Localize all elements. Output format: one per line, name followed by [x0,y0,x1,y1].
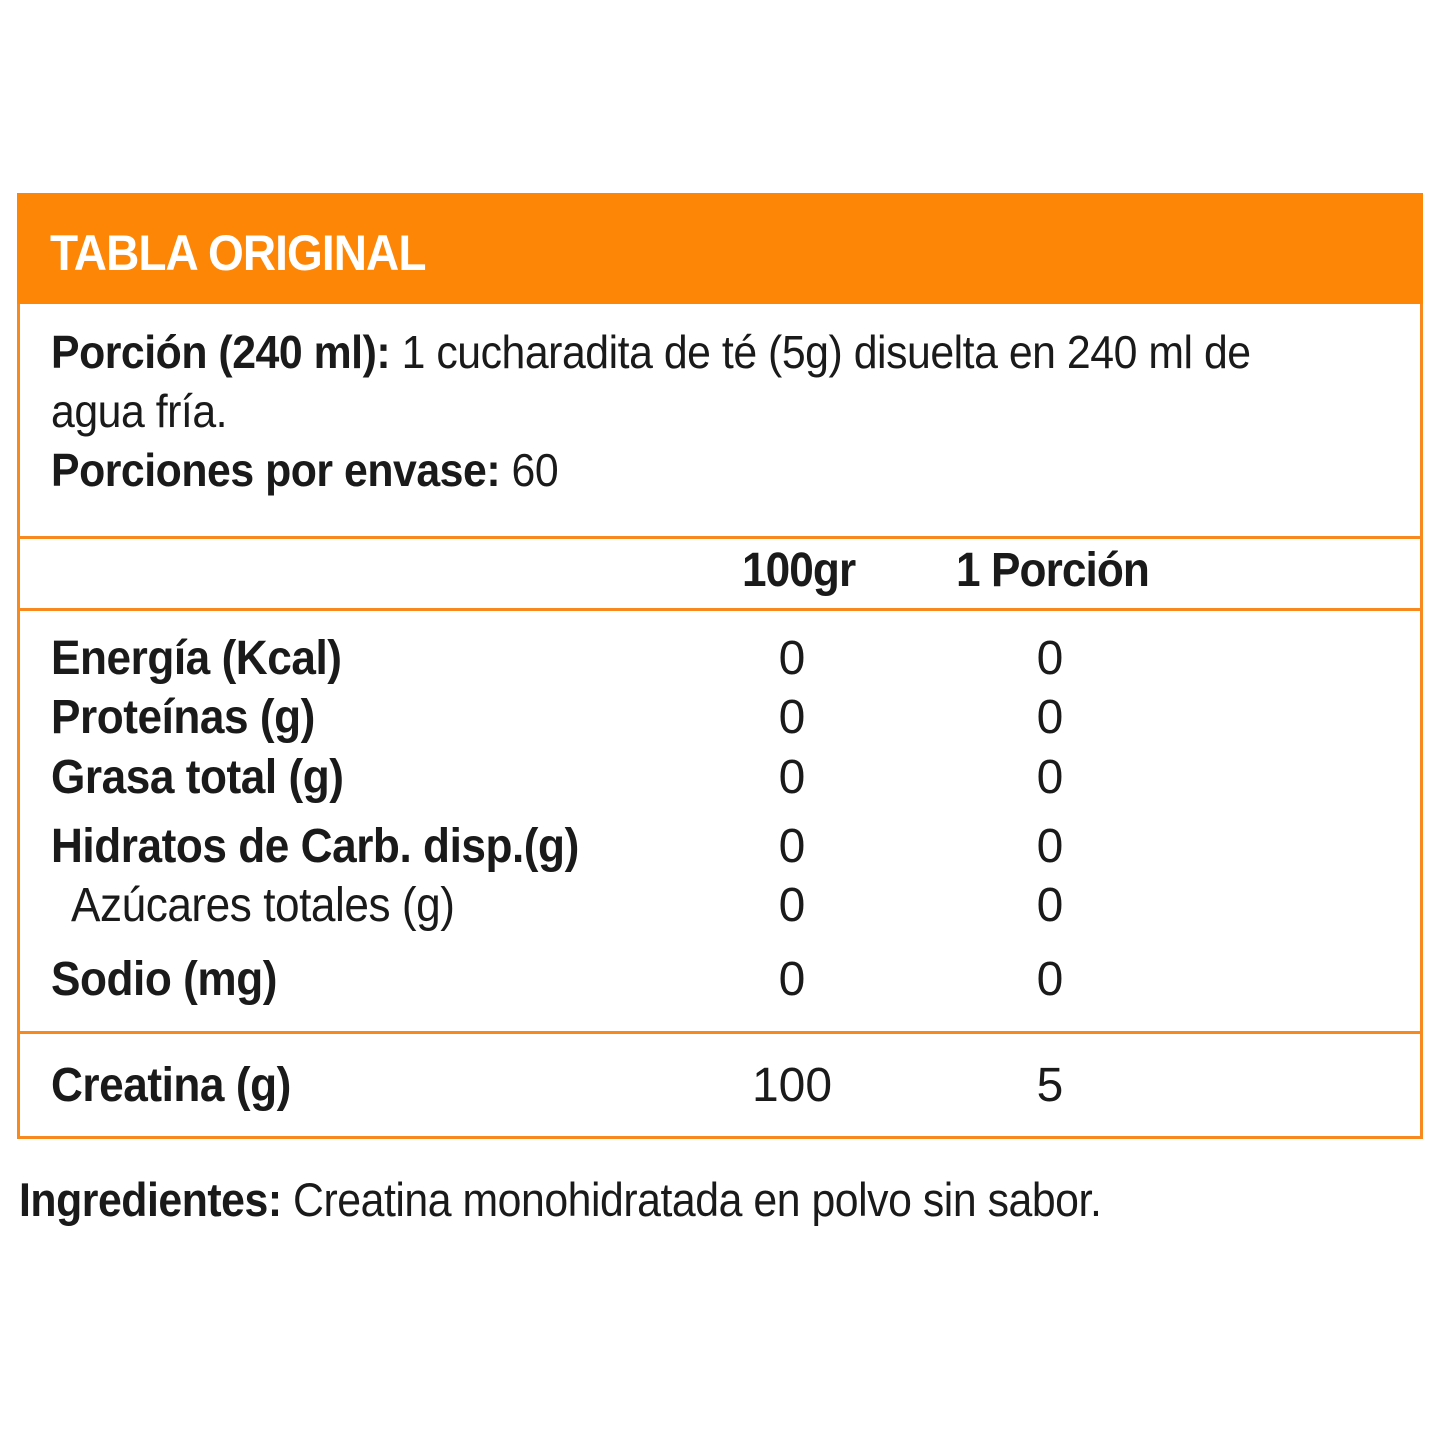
table-row [20,750,1420,810]
value-per-portion: 0 [1036,691,1064,744]
nutrition-table [17,193,1423,1139]
ingredients-label: Ingredientes: [19,1173,282,1226]
nutrient-label: Hidratos de Carb. disp.(g) [51,820,579,873]
servings-per-container-line [51,441,1316,500]
value-per-100: 0 [778,820,806,873]
table-title: TABLA ORIGINAL [50,225,426,281]
nutrient-label: Grasa total (g) [51,751,344,804]
servings-per-container-label: Porciones por envase: [51,444,501,496]
value-per-portion: 0 [1036,879,1064,932]
divider [20,608,1420,611]
value-per-100: 0 [778,632,806,685]
table-header [17,193,1423,304]
nutrient-sublabel: Azúcares totales (g) [71,879,455,932]
column-header-portion: 1 Porción [956,544,1149,597]
nutrient-label: Sodio (mg) [51,953,277,1006]
column-header-100gr: 100gr [742,544,856,597]
value-per-100: 0 [778,879,806,932]
servings-per-container-value: 60 [500,444,559,496]
table-row [20,952,1420,1012]
creatine-per-100: 100 [751,1059,833,1112]
serving-size-label: Porción (240 ml): [51,326,391,378]
value-per-portion: 0 [1036,751,1064,804]
serving-size-text: 1 cucharadita de té (5g) disuelta en 240 ml de [390,326,1251,378]
divider [20,536,1420,539]
value-per-portion: 0 [1036,820,1064,873]
value-per-portion: 0 [1036,953,1064,1006]
value-per-portion: 0 [1036,632,1064,685]
creatine-per-portion: 5 [1036,1059,1064,1112]
nutrient-label: Energía (Kcal) [51,632,342,685]
serving-size-line [51,323,1316,382]
nutrient-label: Proteínas (g) [51,691,315,744]
table-row-creatine [20,1058,1420,1118]
table-row [20,690,1420,750]
serving-size-line-2: agua fría. [51,385,228,437]
serving-info [51,323,1411,500]
table-row [20,819,1420,879]
creatine-label: Creatina (g) [51,1059,291,1112]
table-row [20,878,1420,938]
divider [20,1031,1420,1034]
value-per-100: 0 [778,953,806,1006]
value-per-100: 0 [778,691,806,744]
ingredients-text: Creatina monohidratada en polvo sin sabor. [281,1173,1102,1226]
value-per-100: 0 [778,751,806,804]
ingredients [19,1172,1101,1227]
table-row [20,631,1420,691]
